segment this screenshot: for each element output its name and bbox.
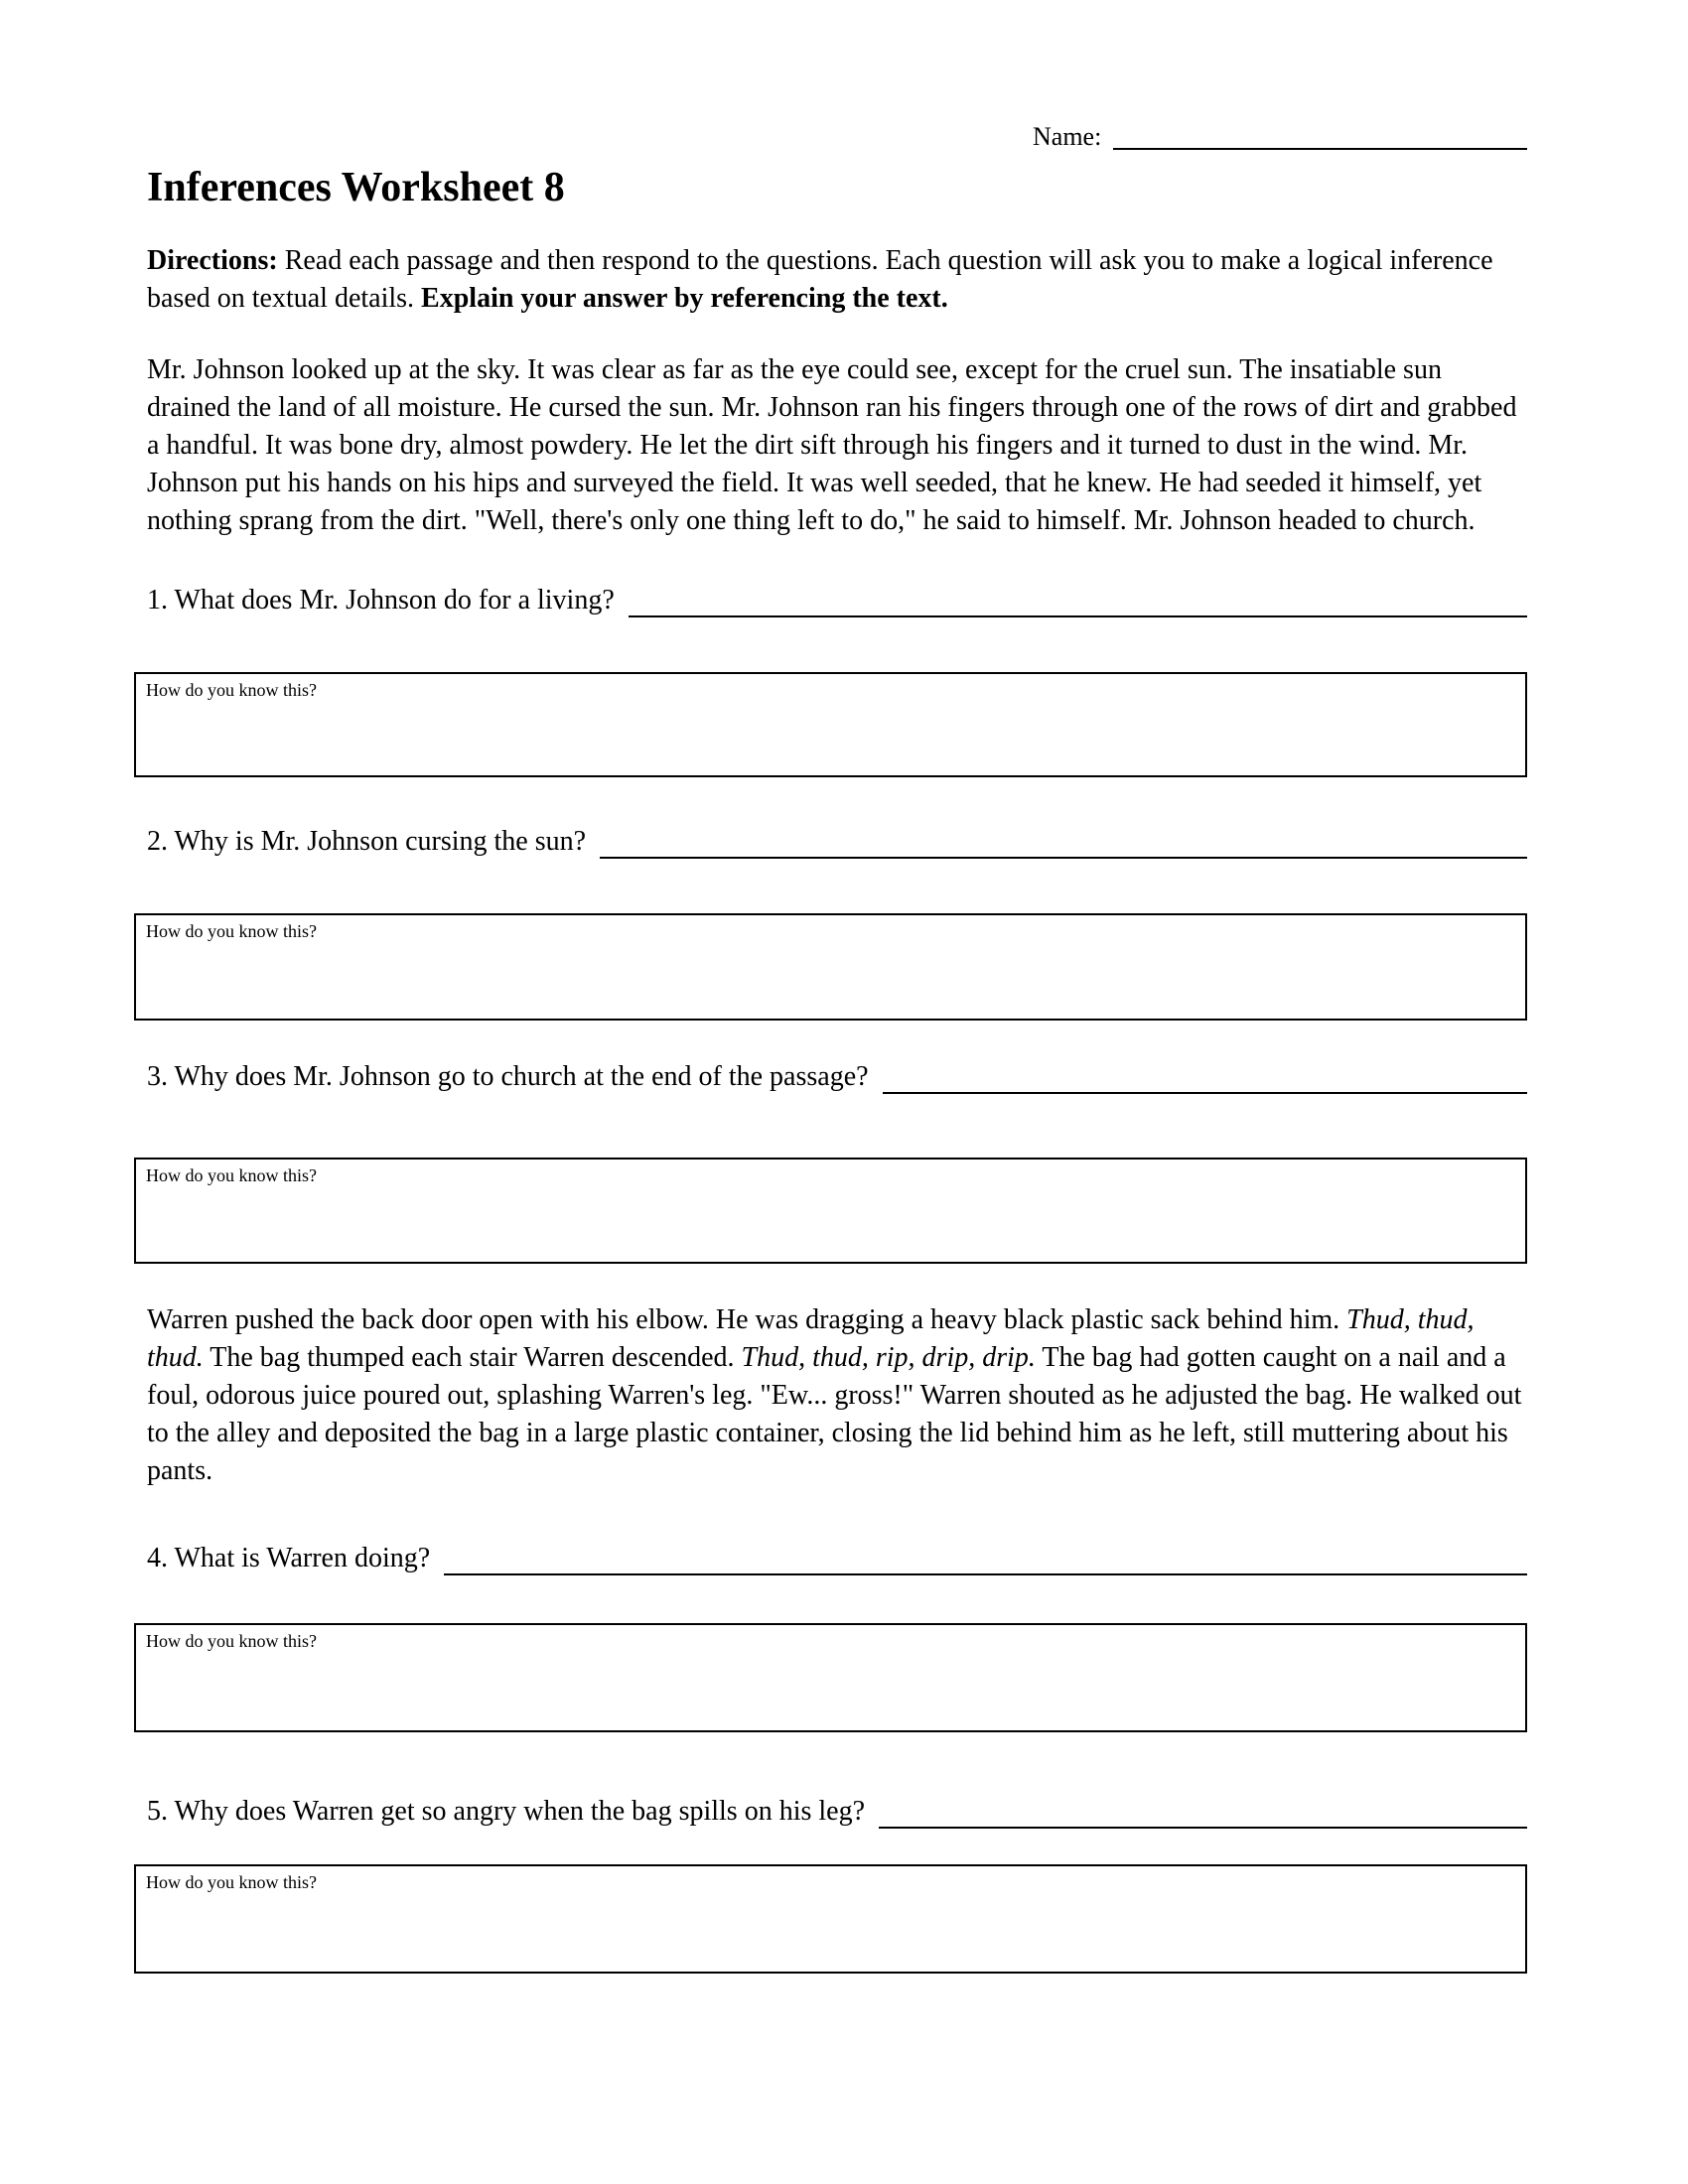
question-3-row bbox=[147, 1058, 1527, 1096]
name-input-line[interactable] bbox=[1113, 124, 1527, 150]
question-1-answer-line[interactable] bbox=[629, 582, 1527, 617]
answer-box-label: How do you know this? bbox=[146, 1631, 317, 1651]
question-4-answer-box[interactable] bbox=[134, 1623, 1527, 1732]
answer-box-label: How do you know this? bbox=[146, 680, 317, 700]
question-5-answer-box[interactable] bbox=[134, 1864, 1527, 1974]
question-2-answer-line[interactable] bbox=[600, 823, 1527, 859]
question-1-answer-box[interactable] bbox=[134, 672, 1527, 777]
question-2-row bbox=[147, 823, 1527, 861]
question-2-answer-box[interactable] bbox=[134, 913, 1527, 1021]
name-row bbox=[147, 121, 1527, 153]
passage-1: Mr. Johnson looked up at the sky. It was clear as far as the eye could see, except for the cruel sun. The insatiable sun drained the land of all moisture. He cursed the sun. Mr. Johnson ran his fingers through one of the rows of dirt and grabbed a handful. It was bone dry, almost powdery. He let the dirt sift through his fingers and it turned to dust in the wind. Mr. Johnson put his hands on his hips and surveyed the field. It was well seeded, that he knew. He had seeded it himself, yet nothing sprang from the dirt. "Well, there's only one thing left to do," he said to himself. Mr. Johnson headed to church. bbox=[147, 354, 1517, 536]
question-5-answer-line[interactable] bbox=[879, 1793, 1527, 1829]
answer-box-label: How do you know this? bbox=[146, 1872, 317, 1892]
passage-2: Warren pushed the back door open with his elbow. He was dragging a heavy black plastic sack behind him. Thud, thud, thud. The bag thumped each stair Warren descended. Thud, thud, rip, drip, drip. The bag had gotten caught on a nail and a foul, odorous juice poured out, splashing Warren's leg. "Ew... gross!" Warren shouted as he adjusted the bag. He walked out to the alley and deposited the bag in a large plastic container, closing the lid behind him as he left, still muttering about his pants. bbox=[147, 1304, 1522, 1486]
worksheet-content bbox=[147, 0, 1527, 1974]
page-title: Inferences Worksheet 8 bbox=[147, 165, 565, 210]
question-4-row bbox=[147, 1540, 1527, 1577]
question-1-label: 1. What does Mr. Johnson do for a living? bbox=[147, 585, 615, 615]
question-3-label: 3. Why does Mr. Johnson go to church at the end of the passage? bbox=[147, 1061, 869, 1092]
question-4-answer-line[interactable] bbox=[444, 1540, 1527, 1575]
question-5-row bbox=[147, 1793, 1527, 1831]
question-1-row bbox=[147, 582, 1527, 619]
question-3-answer-line[interactable] bbox=[883, 1058, 1527, 1094]
question-5-label: 5. Why does Warren get so angry when the bag spills on his leg? bbox=[147, 1796, 866, 1827]
name-label: Name: bbox=[1033, 122, 1102, 151]
question-4-label: 4. What is Warren doing? bbox=[147, 1543, 431, 1573]
answer-box-label: How do you know this? bbox=[146, 1165, 317, 1185]
answer-box-label: How do you know this? bbox=[146, 921, 317, 941]
question-3-answer-box[interactable] bbox=[134, 1158, 1527, 1264]
directions: Directions: Read each passage and then respond to the questions. Each question will ask you to make a logical inference based on textual details. Explain your answer by referencing the text. bbox=[147, 245, 1493, 314]
question-2-label: 2. Why is Mr. Johnson cursing the sun? bbox=[147, 826, 587, 857]
